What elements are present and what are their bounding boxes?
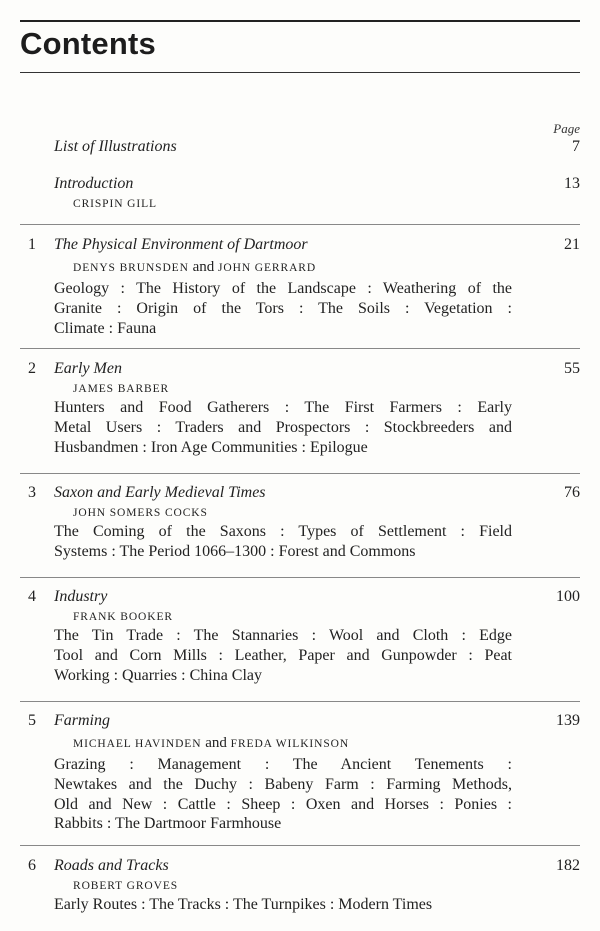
description-line: Newtakes and the Duchy : Babeny Farm : Farming Methods, (54, 775, 512, 793)
author-name: FREDA WILKINSON (230, 738, 350, 750)
chapter-page: 139 (556, 712, 580, 729)
entry-page: 7 (572, 138, 580, 155)
chapter-title: Industry (54, 588, 108, 605)
description-line: Systems : The Period 1066–1300 : Forest and Commons (54, 542, 416, 560)
chapter-title: Early Men (54, 360, 122, 377)
author-name: ROBERT GROVES (73, 880, 179, 892)
top-rule (20, 20, 580, 22)
chapter-page: 100 (556, 588, 580, 605)
chapter-authors (73, 259, 600, 276)
entry-author (73, 198, 600, 210)
chapter-page: 21 (564, 236, 580, 253)
chapter-authors (73, 507, 600, 519)
toc-entry-introduction (0, 173, 600, 210)
chapter-title: Saxon and Early Medieval Times (54, 484, 266, 501)
chapter-number: 6 (28, 857, 36, 874)
chapter-description (54, 626, 512, 685)
chapter-description (54, 895, 512, 915)
entry-title: Introduction (54, 175, 134, 192)
chapter-authors (73, 611, 600, 623)
description-line: Grazing : Management : The Ancient Tenements : (54, 756, 512, 773)
divider (20, 224, 580, 225)
divider (20, 348, 580, 349)
page-title: Contents (20, 26, 156, 61)
author-name: FRANK BOOKER (73, 611, 173, 623)
chapter-page: 55 (564, 360, 580, 377)
toc-chapter-3 (0, 482, 600, 562)
chapter-title: Roads and Tracks (54, 857, 169, 874)
description-line: Early Routes : The Tracks : The Turnpikes : Modern Times (54, 896, 433, 913)
entry-page: 13 (564, 175, 580, 192)
author-name: JOHN SOMERS COCKS (73, 507, 208, 519)
divider (20, 577, 580, 578)
chapter-description (54, 398, 512, 457)
description-line: Old and New : Cattle : Sheep : Oxen and Horses : Ponies : (54, 795, 512, 813)
divider (20, 473, 580, 474)
author-name: DENYS BRUNSDEN (73, 262, 189, 274)
description-line: Granite : Origin of the Tors : The Soils : Vegetation : (54, 299, 512, 317)
author-name: CRISPIN GILL (73, 198, 157, 210)
chapter-number: 2 (28, 360, 36, 377)
entry-title: List of Illustrations (54, 138, 177, 155)
chapter-authors (73, 383, 600, 395)
title-rule (20, 72, 580, 73)
description-line: The Coming of the Saxons : Types of Settlement : Field (54, 523, 512, 540)
description-line: Hunters and Food Gatherers : The First Farmers : Early (54, 399, 512, 416)
description-line: Tool and Corn Mills : Leather, Paper and Gunpowder : Peat (54, 646, 512, 664)
author-name: JAMES BARBER (73, 383, 170, 395)
toc-entry-list-of-illustrations (0, 136, 600, 160)
toc-chapter-4 (0, 586, 600, 685)
author-join: and (205, 735, 227, 751)
chapter-authors (73, 735, 600, 752)
divider (20, 701, 580, 702)
chapter-number: 3 (28, 484, 36, 501)
chapter-title: Farming (54, 712, 110, 729)
chapter-page: 182 (556, 857, 580, 874)
divider (20, 845, 580, 846)
description-line: Geology : The History of the Landscape : Weathering of the (54, 280, 512, 297)
chapter-title: The Physical Environment of Dartmoor (54, 236, 308, 253)
author-name: MICHAEL HAVINDEN (73, 738, 202, 750)
page-column-label: Page (553, 121, 580, 136)
chapter-number: 1 (28, 236, 36, 253)
toc-chapter-6 (0, 855, 600, 915)
toc-chapter-5 (0, 710, 600, 834)
description-line: Working : Quarries : China Clay (54, 666, 263, 684)
chapter-number: 4 (28, 588, 36, 605)
description-line: The Tin Trade : The Stannaries : Wool and Cloth : Edge (54, 627, 512, 644)
chapter-description (54, 279, 512, 338)
toc-chapter-1 (0, 234, 600, 338)
chapter-description (54, 755, 512, 834)
author-join: and (192, 259, 215, 275)
chapter-page: 76 (564, 484, 580, 501)
chapter-authors (73, 880, 600, 892)
chapter-number: 5 (28, 712, 36, 729)
description-line: Husbandmen : Iron Age Communities : Epilogue (54, 438, 368, 456)
description-line: Climate : Fauna (54, 319, 157, 337)
toc-chapter-2 (0, 358, 600, 457)
chapter-description (54, 522, 512, 562)
author-name: JOHN GERRARD (218, 262, 317, 274)
description-line: Rabbits : The Dartmoor Farmhouse (54, 815, 282, 833)
description-line: Metal Users : Traders and Prospectors : Stockbreeders and (54, 418, 512, 436)
